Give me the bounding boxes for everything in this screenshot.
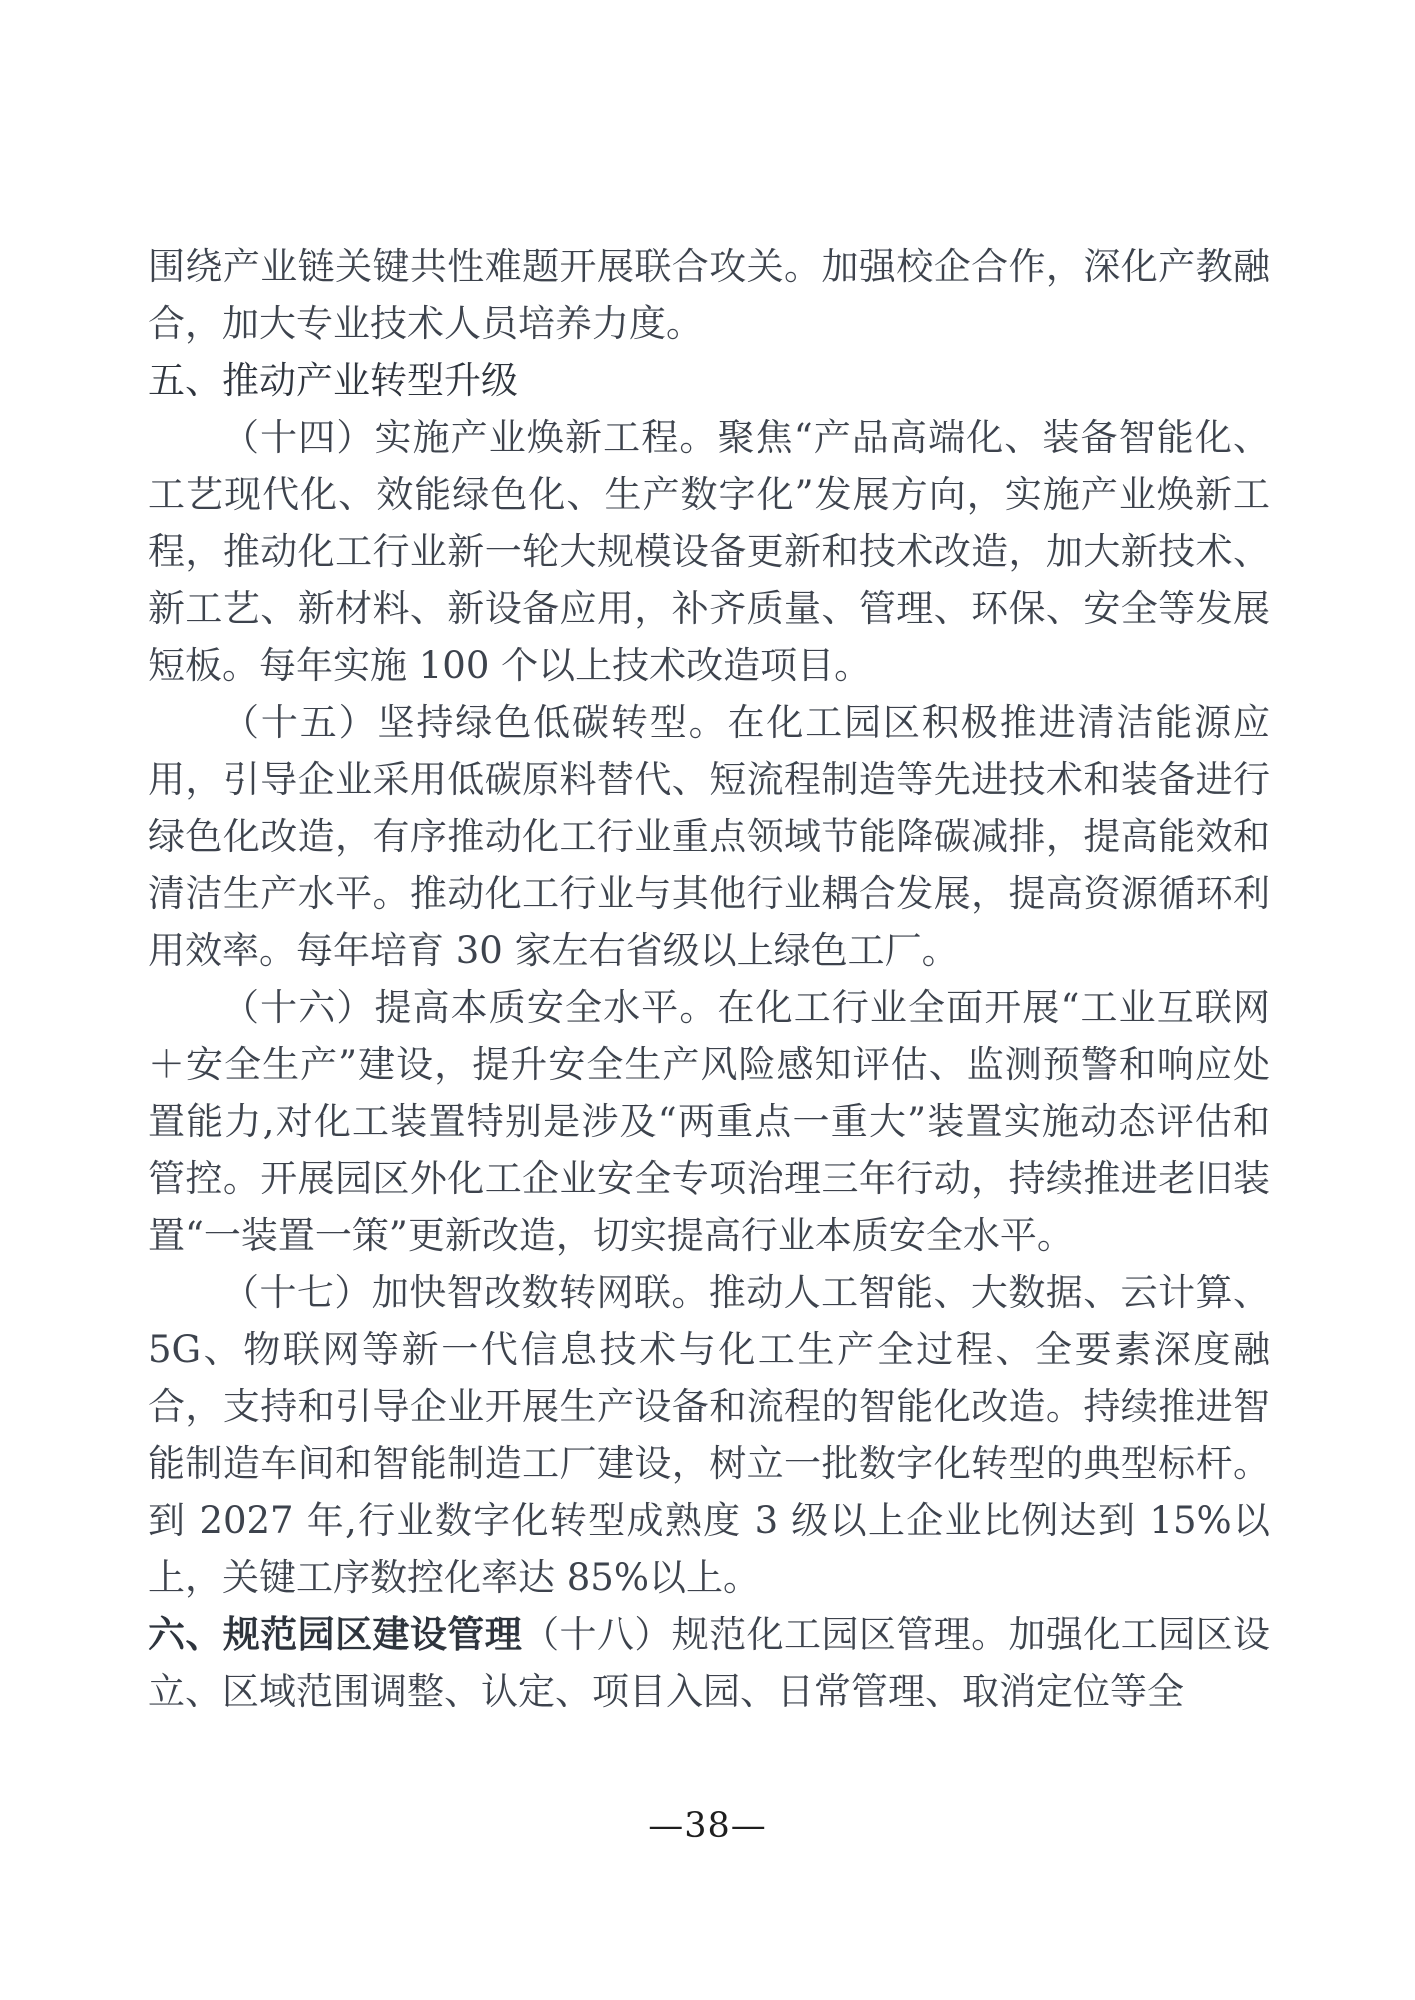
- page-number: —38—: [648, 1806, 767, 1846]
- paragraph-continuation: 围绕产业链关键共性难题开展联合攻关。加强校企合作，深化产教融合，加大专业技术人员培养力度。: [148, 245, 1270, 345]
- paragraph-item-18: [148, 1606, 1270, 1720]
- paragraph-item-16: （十六）提高本质安全水平。在化工行业全面开展“工业互联网＋安全生产”建设，提升安全生产风险感知评估、监测预警和响应处置能力,对化工装置特别是涉及“两重点一重大”装置实施动态评估和管控。开展园区外化工企业安全专项治理三年行动，持续推进老旧装置“一装置一策”更新改造，切实提高行业本质安全水平。: [148, 986, 1270, 1257]
- section-heading-six: 六、规范园区建设管理: [148, 1612, 523, 1656]
- document-body: [148, 238, 1270, 1720]
- paragraph-item-14: （十四）实施产业焕新工程。聚焦“产品高端化、装备智能化、工艺现代化、效能绿色化、生产数字化”发展方向，实施产业焕新工程，推动化工行业新一轮大规模设备更新和技术改造，加大新技术、新工艺、新材料、新设备应用，补齐质量、管理、环保、安全等发展短板。每年实施 100 个以上技术改造项目。: [148, 416, 1270, 687]
- paragraph-item-15: （十五）坚持绿色低碳转型。在化工园区积极推进清洁能源应用，引导企业采用低碳原料替代、短流程制造等先进技术和装备进行绿色化改造，有序推动化工行业重点领域节能降碳减排，提高能效和清洁生产水平。推动化工行业与其他行业耦合发展，提高资源循环利用效率。每年培育 30 家左右省级以上绿色工厂。: [148, 701, 1270, 972]
- paragraph-item-18-text: （十八）规范化工园区管理。加强化工园区设立、区域范围调整、认定、项目入园、日常管理、取消定位等全: [148, 1613, 1271, 1713]
- paragraph-item-17: （十七）加快智改数转网联。推动人工智能、大数据、云计算、5G、物联网等新一代信息技术与化工生产全过程、全要素深度融合，支持和引导企业开展生产设备和流程的智能化改造。持续推进智能制造车间和智能制造工厂建设，树立一批数字化转型的典型标杆。到 2027 年,行业数字化转型成熟度 3 级以上企业比例达到 15%以上，关键工序数控化率达 85%以上。: [148, 1271, 1270, 1599]
- section-heading-five: 五、推动产业转型升级: [148, 359, 518, 402]
